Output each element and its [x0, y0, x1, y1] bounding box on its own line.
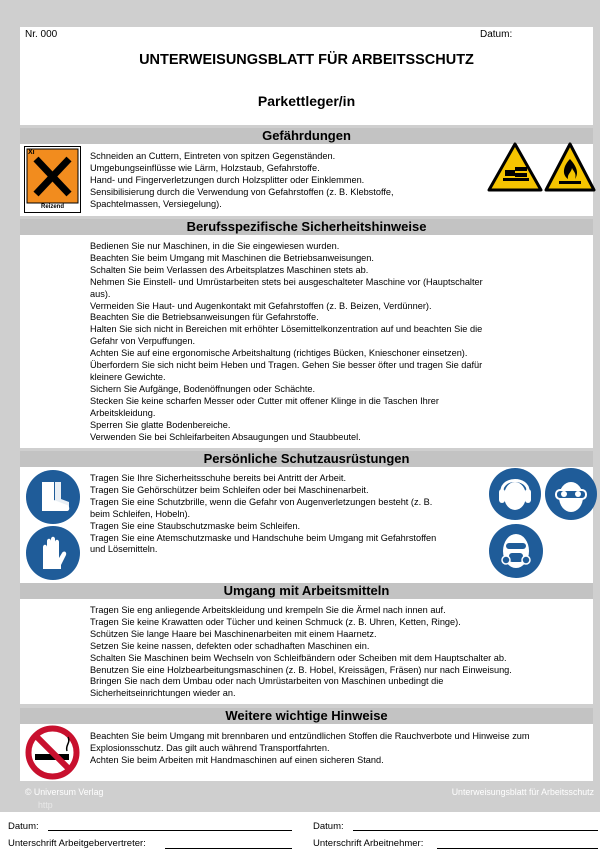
ppe-text: [90, 473, 436, 556]
safety-text: [90, 241, 483, 443]
safety-line: Arbeitskleidung.: [90, 407, 156, 418]
page-subtitle: Parkettleger/in: [257, 93, 356, 109]
safety-line: Achten Sie auf eine ergonomische Arbeitshaltung (richtiges Bücken, Knieschoner einsetzen).: [90, 348, 468, 359]
equipment-line: Schalten Sie Maschinen beim Wechseln von Schleifbändern oder Scheiben mit dem Hauptschalter ab.: [90, 652, 507, 663]
equipment-line: Sicherheitseinrichtungen wieder an.: [90, 688, 236, 699]
employer-signature-line: [165, 848, 292, 849]
safety-boots-icon: [25, 469, 81, 525]
gloves-icon: [25, 525, 81, 581]
safety-line: Halten Sie sich nicht in Bereichen mit erhöhter Lösemittelkonzentration auf und beachten Sie die: [90, 324, 483, 335]
footer-document-name: Unterweisungsblatt für Arbeitsschutz: [451, 787, 594, 797]
employee-signature-label: Unterschrift Arbeitnehmer:: [313, 838, 424, 849]
ppe-line: Tragen Sie eine Atemschutzmaske und Handschuhe beim Umgang mit Gefahrstoffen: [90, 532, 437, 543]
safety-line: Verwenden Sie bei Schleifarbeiten Absaugungen und Staubbeutel.: [90, 431, 361, 442]
date-label-left: Datum:: [8, 821, 39, 832]
ppe-line: Tragen Sie Gehörschützer beim Schleifen oder bei Maschinenarbeit.: [90, 484, 369, 495]
safety-line: aus).: [90, 288, 111, 299]
hearing-protection-icon: [488, 467, 542, 521]
ppe-line: Tragen Sie eine Staubschutzmaske beim Schleifen.: [90, 520, 301, 531]
safety-line: Schalten Sie beim Verlassen des Arbeitsplatzes Maschinen stets ab.: [90, 264, 369, 275]
equipment-line: Schützen Sie lange Haare bei Maschinenarbeiten mit einem Haarnetz.: [90, 628, 377, 639]
safety-line: kleinere Gewichte.: [90, 371, 166, 382]
safety-line: Vermeiden Sie Haut- und Augenkontakt mit Gefahrstoffen (z. B. Beizen, Verdünner).: [90, 300, 432, 311]
hazard-letters: Xi: [28, 149, 35, 156]
doc-number: Nr. 000: [25, 29, 58, 40]
safety-line: Sichern Sie Aufgänge, Bodenöffnungen oder Schächte.: [90, 383, 316, 394]
equipment-line: Bringen Sie nach dem Umbau oder nach Umrüstarbeiten von Maschinen unbedingt die: [90, 676, 444, 687]
page-title: UNTERWEISUNGSBLATT FÜR ARBEITSSCHUTZ: [139, 52, 474, 68]
ppe-line: und Lösemitteln.: [90, 544, 158, 555]
respirator-icon: [488, 523, 544, 579]
hazard-line: Spachtelmassen, Versiegelung).: [90, 198, 222, 209]
section-title-safety: Berufsspezifische Sicherheitshinweise: [20, 219, 593, 235]
hazard-line: Hand- und Fingerverletzungen durch Holzsplitter oder Einklemmen.: [90, 174, 365, 185]
section-title-hazards: Gefährdungen: [20, 128, 593, 144]
notes-text: [90, 731, 530, 767]
hazard-line: Umgebungseinflüsse wie Lärm, Holzstaub, Gefahrstoffe.: [90, 162, 320, 173]
section-title-notes: Weitere wichtige Hinweise: [20, 708, 593, 724]
safety-line: Gefahr von Verpuffungen.: [90, 336, 196, 347]
footer-faint-text: http: [38, 800, 53, 810]
notes-line: Beachten Sie beim Umgang mit brennbaren und entzündlichen Stoffen die Rauchverbote und Hinweise zum: [90, 731, 530, 741]
safety-line: Überfordern Sie sich nicht beim Heben und Tragen. Gehen Sie besser öfter und tragen Sie dafür: [90, 360, 483, 371]
safety-line: Beachten Sie beim Umgang mit Maschinen die Betriebsanweisungen.: [90, 252, 374, 263]
notes-line: Achten Sie beim Arbeiten mit Handmaschinen auf einen sicheren Stand.: [90, 754, 384, 765]
eye-protection-icon: [544, 467, 598, 521]
date-label-right: Datum:: [313, 821, 344, 832]
hand-crush-warning-icon: [487, 142, 543, 192]
hazards-text: [90, 151, 394, 211]
notes-line: Explosionsschutz. Das gilt auch während Transportfahrten.: [90, 742, 330, 753]
equipment-line: Tragen Sie eng anliegende Arbeitskleidung und krempeln Sie die Ärmel nach innen auf.: [90, 605, 446, 615]
header-date-label: Datum:: [480, 29, 513, 40]
employee-signature-line: [437, 848, 598, 849]
equipment-line: Setzen Sie keine nassen, defekten oder schadhaften Maschinen ein.: [90, 640, 370, 651]
no-smoking-icon: [25, 725, 80, 780]
safety-line: Stecken Sie keine scharfen Messer oder Cutter mit offener Klinge in die Taschen Ihrer: [90, 395, 439, 406]
hazard-caption: Reizend: [40, 204, 64, 210]
safety-line: Beachten Sie die Betriebsanweisungen für Gefahrstoffe.: [90, 312, 319, 323]
header: [20, 27, 593, 125]
footer-copyright: © Universum Verlag: [25, 787, 104, 797]
irritant-hazard-icon: [24, 146, 81, 213]
ppe-line: Tragen Sie eine Schutzbrille, wenn die Gefahr von Augenverletzungen besteht (z. B.: [90, 496, 433, 507]
safety-line: Bedienen Sie nur Maschinen, in die Sie eingewiesen wurden.: [90, 241, 340, 251]
safety-line: Nehmen Sie Einstell- und Umrüstarbeiten stets bei ausgeschalteter Maschine vor (Hauptschalter: [90, 276, 483, 287]
flammable-warning-icon: [544, 142, 596, 192]
ppe-line: beim Schleifen, Hobeln).: [90, 508, 191, 519]
date-line-right: [353, 830, 598, 831]
section-title-ppe: Persönliche Schutzausrüstungen: [20, 451, 593, 467]
section-title-equipment: Umgang mit Arbeitsmitteln: [20, 583, 593, 599]
ppe-line: Tragen Sie Ihre Sicherheitsschuhe bereits bei Antritt der Arbeit.: [90, 473, 347, 483]
equipment-text: [90, 605, 512, 700]
equipment-line: Tragen Sie keine Krawatten oder Tücher und keinen Schmuck (z. B. Uhren, Ketten, Ringe).: [90, 616, 461, 627]
date-line-left: [48, 830, 292, 831]
hazard-line: Schneiden an Cuttern, Eintreten von spitzen Gegenständen.: [90, 151, 336, 161]
hazard-line: Sensibilisierung durch die Verwendung von Gefahrstoffen (z. B. Klebstoffe,: [90, 186, 394, 197]
equipment-line: Benutzen Sie eine Holzbearbeitungsmaschinen (z. B. Hobel, Kreissägen, Fräsen) nur nach Einweisung.: [90, 664, 512, 675]
employer-signature-label: Unterschrift Arbeitgebervertreter:: [8, 838, 146, 849]
safety-line: Sperren Sie glatte Bodenbereiche.: [90, 419, 231, 430]
